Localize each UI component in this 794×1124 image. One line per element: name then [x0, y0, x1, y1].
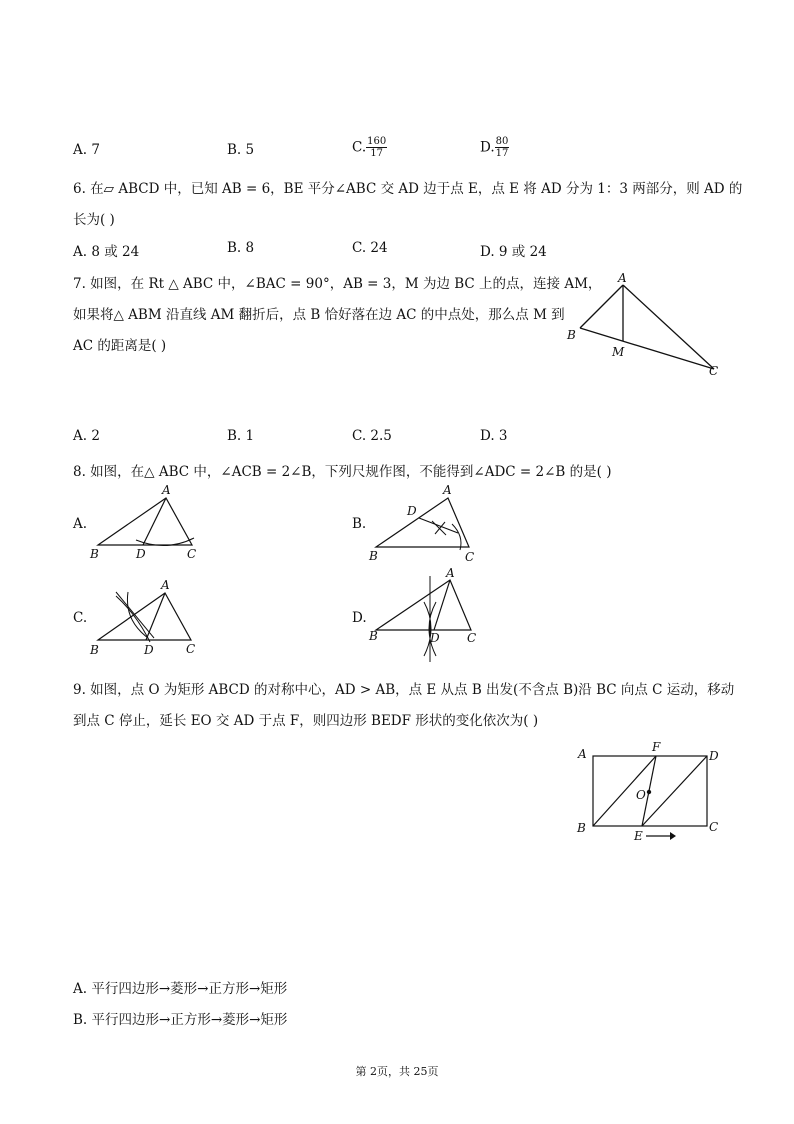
q9-figure — [570, 740, 725, 845]
q7-label-a: A — [618, 271, 627, 285]
q7-stem-line1: 7. 如图，在 Rt △ ABC 中，∠BAC = 90°，AB = 3，M 为边 BC 上的点，连接 AM， — [73, 276, 602, 292]
q8c-label-c: C — [186, 642, 196, 656]
q6-stem-line2: 长为( ) — [73, 212, 115, 228]
q9-label-o: O — [636, 788, 646, 802]
q9-point-o — [647, 790, 651, 794]
q9-option-a: A. 平行四边形→菱形→正方形→矩形 — [73, 981, 288, 997]
q9-stem-line1: 9. 如图，点 O 为矩形 ABCD 的对称中心，AD > AB，点 E 从点 B 出发(不含点 B)沿 BC 向点 C 运动，移动 — [73, 682, 735, 698]
q6-option-c: C. 24 — [352, 240, 388, 256]
q7-label-c: C — [709, 364, 719, 378]
q8d-label-b: B — [369, 629, 378, 643]
q8-stem: 8. 如图，在△ ABC 中，∠ACB = 2∠B，下列尺规作图，不能得到∠ADC = 2∠B 的是( ) — [73, 464, 612, 480]
q8-option-a-label: A. — [73, 516, 88, 532]
q8b-label-c: C — [465, 550, 475, 564]
q8-figure-d — [366, 566, 486, 666]
q7-segment-ab — [580, 285, 623, 328]
q6-option-a: A. 8 或 24 — [73, 244, 140, 260]
q8-figure-a — [88, 480, 208, 565]
q5-option-c: C. $\frac{160}{17}$ — [352, 136, 387, 159]
q7-label-m: M — [612, 345, 625, 359]
q8b-label-a: A — [443, 483, 452, 497]
q8a-label-c: C — [187, 547, 197, 561]
q7-label-b: B — [567, 328, 576, 342]
q9-label-a: A — [578, 747, 587, 761]
q9-label-c: C — [709, 820, 719, 834]
q8d-label-a: A — [446, 566, 455, 580]
q8d-label-d: D — [430, 631, 440, 645]
q8-option-b-label: B. — [352, 516, 367, 532]
q8-figure-b — [366, 480, 486, 565]
q7-figure — [560, 268, 730, 383]
q8d-label-c: C — [467, 631, 477, 645]
q5-option-a: A. 7 — [73, 142, 100, 158]
q8-option-c-label: C. — [73, 610, 88, 626]
q5-option-b: B. 5 — [227, 142, 255, 158]
q6-option-b: B. 8 — [227, 240, 255, 256]
q8a-label-b: B — [90, 547, 99, 561]
q8-figure-c — [88, 576, 208, 661]
q9-label-b: B — [577, 821, 586, 835]
q5-option-d: D. $\frac{80}{17}$ — [480, 136, 509, 159]
q7-stem-line3: AC 的距离是( ) — [73, 338, 167, 354]
q8c-label-b: B — [90, 643, 99, 657]
q8a-label-a: A — [162, 483, 171, 497]
q7-option-a: A. 2 — [73, 428, 100, 444]
q8c-label-a: A — [161, 578, 170, 592]
q7-stem-line2: 如果将△ ABM 沿直线 AM 翻折后，点 B 恰好落在边 AC 的中点处，那么点 M 到 — [73, 307, 565, 323]
q9-label-d: D — [709, 749, 719, 763]
q9-segment-bf — [593, 756, 656, 826]
q8b-label-d: D — [407, 504, 417, 518]
q9-stem-line2: 到点 C 停止，延长 EO 交 AD 于点 F，则四边形 BEDF 形状的变化依次为( ) — [73, 713, 539, 729]
q8-option-d-label: D. — [352, 610, 367, 626]
q9-label-e: E — [634, 829, 643, 843]
q8c-label-d: D — [144, 643, 154, 657]
page-footer: 第 2页，共 25页 — [355, 1065, 439, 1078]
q7-option-b: B. 1 — [227, 428, 255, 444]
q8b-label-b: B — [369, 549, 378, 563]
q6-stem-line1: 6. 在▱ ABCD 中，已知 AB = 6，BE 平分∠ABC 交 AD 边于点 E，点 E 将 AD 分为 1：3 两部分，则 AD 的 — [73, 181, 743, 197]
q7-option-c: C. 2.5 — [352, 428, 392, 444]
q6-option-d: D. 9 或 24 — [480, 244, 547, 260]
q7-segment-ac — [623, 285, 714, 369]
q8a-label-d: D — [136, 547, 146, 561]
q9-option-b: B. 平行四边形→正方形→菱形→矩形 — [73, 1012, 288, 1028]
q7-option-d: D. 3 — [480, 428, 508, 444]
q7-segment-bc — [580, 328, 714, 369]
q9-label-f: F — [652, 740, 661, 754]
q9-segment-ed — [642, 756, 707, 826]
